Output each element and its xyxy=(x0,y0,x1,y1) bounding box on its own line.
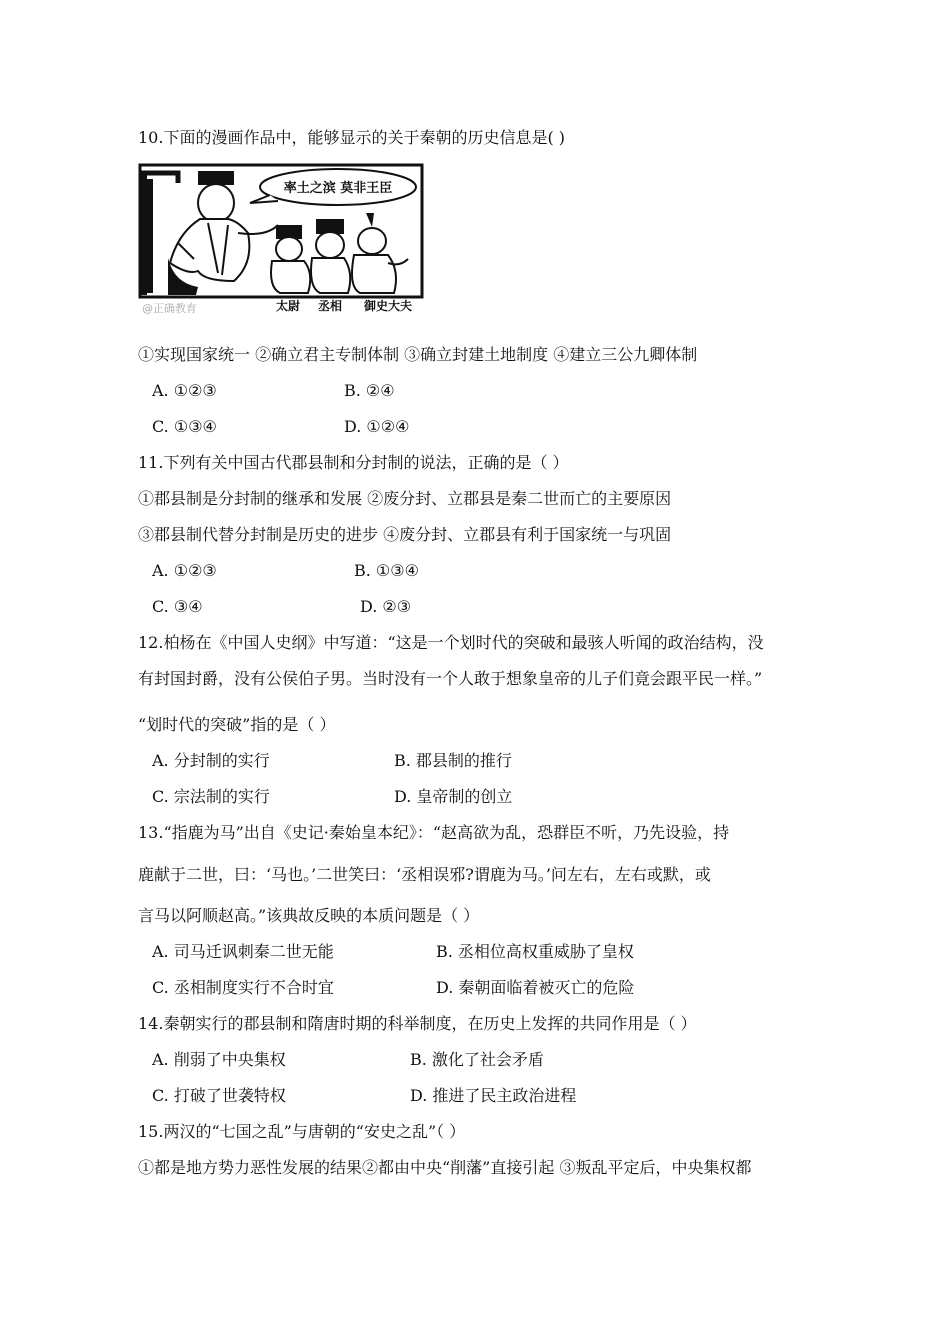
comic-caption-chengxiang: 丞相 xyxy=(317,299,343,313)
q11-stem: 11.下列有关中国古代郡县制和分封制的说法，正确的是（ ） xyxy=(138,453,569,472)
q11-statement-2: ③郡县制代替分封制是历史的进步 ④废分封、立郡县有利于国家统一与巩固 xyxy=(138,525,672,544)
q14-option-b: B. 激化了社会矛盾 xyxy=(410,1050,544,1069)
q10-items: ①实现国家统一 ②确立君主专制体制 ③确立封建土地制度 ④建立三公九卿体制 xyxy=(138,345,698,364)
q13-option-a: A. 司马迁讽刺秦二世无能 xyxy=(152,942,334,961)
q11-option-c: C. ③④ xyxy=(152,597,203,616)
q13-line-1: 13.“指鹿为马”出自《史记·秦始皇本纪》：“赵高欲为乱，恐群臣不听，乃先设验，持 xyxy=(138,823,730,842)
q12-line-3: “划时代的突破”指的是（ ） xyxy=(138,715,336,734)
q12-option-a: A. 分封制的实行 xyxy=(152,751,270,770)
q12-option-d: D. 皇帝制的创立 xyxy=(394,787,513,806)
q14-option-d: D. 推进了民主政治进程 xyxy=(410,1086,577,1105)
q14-option-a: A. 削弱了中央集权 xyxy=(152,1050,286,1069)
q10-stem: 10.下面的漫画作品中，能够显示的关于秦朝的历史信息是( ) xyxy=(138,128,566,147)
q12-line-2: 有封国封爵，没有公侯伯子男。当时没有一个人敢于想象皇帝的儿子们竟会跟平民一样。” xyxy=(138,669,763,688)
q11-option-d: D. ②③ xyxy=(360,597,412,616)
q15-stem: 15.两汉的“七国之乱”与唐朝的“安史之乱”（ ） xyxy=(138,1122,466,1141)
q10-option-a: A. ①②③ xyxy=(152,381,217,400)
q12-option-b: B. 郡县制的推行 xyxy=(394,751,512,770)
q11-statement-1: ①郡县制是分封制的继承和发展 ②废分封、立郡县是秦二世而亡的主要原因 xyxy=(138,489,672,508)
q13-option-d: D. 秦朝面临着被灭亡的危险 xyxy=(436,978,635,997)
comic-caption-yushidafu: 御史大夫 xyxy=(363,299,413,313)
q12-option-c: C. 宗法制的实行 xyxy=(152,787,270,806)
q14-option-c: C. 打破了世袭特权 xyxy=(152,1086,286,1105)
q10-option-c: C. ①③④ xyxy=(152,417,217,436)
q11-option-b: B. ①③④ xyxy=(354,561,419,580)
q10-option-b: B. ②④ xyxy=(344,381,395,400)
q11-option-a: A. ①②③ xyxy=(152,561,217,580)
q12-line-1: 12.柏杨在《中国人史纲》中写道：“这是一个划时代的突破和最骇人听闻的政治结构，没 xyxy=(138,633,764,652)
comic-watermark: @正确教育 xyxy=(142,302,197,315)
q13-line-2: 鹿献于二世，曰：‘马也。’二世笑曰：‘丞相误邪?谓鹿为马。’问左右，左右或默，或 xyxy=(138,865,711,884)
comic-speech: 率土之滨 莫非王臣 xyxy=(283,181,393,196)
q13-option-b: B. 丞相位高权重威胁了皇权 xyxy=(436,942,634,961)
q13-option-c: C. 丞相制度实行不合时宜 xyxy=(152,978,334,997)
q13-line-3: 言马以阿顺赵高。”该典故反映的本质问题是（ ） xyxy=(138,906,480,925)
comic-caption-taiwei: 太尉 xyxy=(275,299,301,313)
q14-stem: 14.秦朝实行的郡县制和隋唐时期的科举制度，在历史上发挥的共同作用是（ ） xyxy=(138,1014,697,1033)
qin-court-comic xyxy=(138,163,424,315)
q10-option-d: D. ①②④ xyxy=(344,417,410,436)
q15-statement-1: ①都是地方势力恶性发展的结果②都由中央“削藩”直接引起 ③叛乱平定后，中央集权都 xyxy=(138,1158,752,1177)
